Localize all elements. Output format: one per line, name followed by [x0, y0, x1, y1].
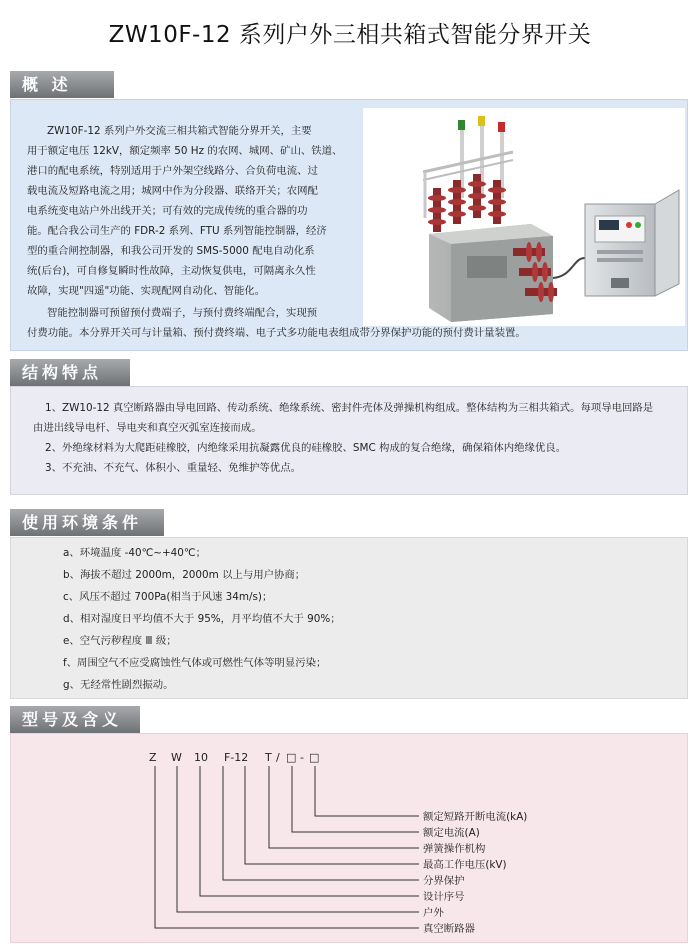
model-label: 最高工作电压(kV)	[423, 859, 507, 871]
overview-line: 型的重合闸控制器，和我公司开发的 SMS-5000 配电自动化系	[27, 245, 315, 257]
environment-item: b、海拔不超过 2000m，2000m 以上与用户协商；	[63, 569, 306, 581]
overview-box	[10, 99, 688, 351]
model-label: 额定短路开断电流(kA)	[423, 811, 528, 823]
overview-heading: 概 述	[10, 71, 114, 98]
environment-item: e、空气污秽程度 Ⅲ 级；	[63, 635, 177, 647]
structure-line: 1、ZW10-12 真空断路器由导电回路、传动系统、绝缘系统、密封件壳体及弹操机构组成。整体结构为三相共箱式。每项导电回路是	[45, 402, 654, 414]
overview-line: 故障，实现"四遥"功能、实现配网自动化、智能化。	[27, 285, 266, 297]
environment-item: g、无经常性剧烈振动。	[63, 679, 174, 691]
switch-and-controller-illustration	[363, 108, 685, 326]
model-box	[10, 733, 688, 943]
overview-line: ZW10F-12 系列户外交流三相共箱式智能分界开关，主要	[47, 125, 312, 137]
model-char-f12: F-12	[224, 751, 249, 764]
overview-line: 智能控制器可预留预付费端子，与预付费终端配合，实现预	[47, 307, 318, 319]
model-label: 真空断路器	[423, 923, 475, 935]
product-photo	[363, 108, 685, 326]
model-connector-lines	[11, 734, 689, 944]
model-char-10: 10	[194, 751, 208, 764]
structure-line: 3、不充油、不充气、体积小、重量轻、免维护等优点。	[45, 462, 301, 474]
model-label: 弹簧操作机构	[423, 843, 486, 855]
overview-line: 用于额定电压 12kV，额定频率 50 Hz 的农网、城网、矿山、铁道、	[27, 145, 343, 157]
environment-box	[10, 537, 688, 699]
overview-line: 电系统变电站户外出线开关；可有效的完成传统的重合器的功	[27, 205, 308, 217]
environment-item: f、周围空气不应受腐蚀性气体或可燃性气体等明显污染；	[63, 657, 327, 669]
model-label: 额定电流(A)	[423, 827, 480, 839]
structure-box	[10, 386, 688, 495]
model-char-t: T	[265, 751, 272, 764]
model-char-slash: /	[276, 751, 280, 764]
model-char-z: Z	[149, 751, 157, 764]
overview-line: 港口的配电系统，特别适用于户外架空线路分、合负荷电流、过	[27, 165, 318, 177]
page-title: ZW10F-12 系列户外三相共箱式智能分界开关	[108, 22, 592, 48]
model-heading: 型号及含义	[10, 706, 140, 733]
model-label: 设计序号	[423, 891, 465, 903]
model-char-dash: -	[300, 751, 304, 764]
structure-heading: 结构特点	[10, 359, 130, 386]
environment-item: d、相对湿度日平均值不大于 95%，月平均值不大于 90%；	[63, 613, 341, 625]
overview-line: 付费功能。本分界开关可与计量箱、预付费终端、电子式多功能电表组成带分界保护功能的预付费计量装置。	[27, 327, 526, 339]
overview-line: 能。配合我公司生产的 FDR-2 系列、FTU 系列智能控制器，经济	[27, 225, 327, 237]
structure-line: 由进出线导电杆、导电夹和真空灭弧室连接而成。	[33, 422, 262, 434]
model-label: 分界保护	[423, 875, 465, 887]
model-char-w: W	[171, 751, 182, 764]
model-char-box1: □	[286, 751, 297, 764]
overview-line: 统(后台)，可自修复瞬时性故障，主动恢复供电，可隔离永久性	[27, 265, 316, 277]
environment-heading: 使用环境条件	[10, 509, 164, 536]
structure-line: 2、外绝缘材料为大爬距硅橡胶，内绝缘采用抗凝露优良的硅橡胶、SMC 构成的复合绝缘，确保箱体内绝缘优良。	[45, 442, 567, 454]
model-label: 户外	[423, 907, 444, 919]
environment-item: a、环境温度 -40℃~+40℃；	[63, 547, 206, 559]
environment-item: c、风压不超过 700Pa(相当于风速 34m/s)；	[63, 591, 273, 603]
overview-line: 载电流及短路电流之用；城网中作为分段器、联络开关；农网配	[27, 185, 318, 197]
model-char-box2: □	[309, 751, 320, 764]
